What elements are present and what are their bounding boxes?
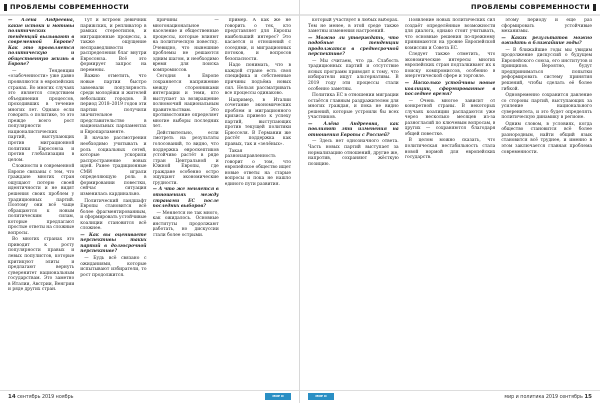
right-section-title: ПРОБЛЕМЫ СОВРЕМЕННОСТИ (470, 3, 590, 11)
right-page (300, 0, 600, 403)
text-column (8, 18, 74, 389)
text-column (405, 18, 496, 389)
article-paragraph: — Здесь нет однозначного ответа. Часть новых партий выступает за нормализацию отношений, другие же, напротив, сохраняют жёсткую позицию. (308, 139, 399, 167)
article-paragraph: этому периоду и ещё раз сформировать устойчивые механизмы. (501, 18, 593, 35)
text-column (80, 18, 146, 389)
article-paragraph: Во многих странах это приводит к росту популярности правых и левых популистов, которые критикуют элиты и предлагают вернуть суверенитет национальным государствам. Это заметно в Италии, Австрии, Венгрии и ряде других стран. (8, 237, 75, 293)
right-text-columns (308, 18, 592, 389)
article-paragraph: Тут и встроен девичник парижских, и репливатор в рамках стереотипов, и миграционные процессы, а также ощущение несправедливости распределения благ внутри Евросоюза. Всё это формирует запрос на перемены. (80, 18, 147, 73)
article-paragraph: — Мы считаем, что да. Слабость традиционных партий и отсутствие ясных программ приводят к тому, что избиратели ищут альтернативы. В 2019 году эти процессы стали особенно заметны. (308, 58, 399, 92)
article-paragraph: Одновременно сохранится давление со стороны партий, выступающих за усиление национального суверенитета, и это будет определять политическую динамику в регионе. (501, 93, 593, 121)
article-paragraph: Важно отметить, что новые партии быстро завоевали популярность среди молодёжи и жителей небольших городов. В период 2018–2019 годов эти партии получили значительное представительство в национальных парламентах и Европарламенте. (80, 74, 147, 135)
text-column (308, 18, 399, 389)
article-paragraph: Политический ландшафт Европы становится всё более фрагментированным, и сформировать устойчивые коалиции становится всё сложнее. (80, 198, 147, 232)
left-section-title: ПРОБЛЕМЫ СОВРЕМЕННОСТИ (10, 3, 130, 11)
interview-question: — А что же меняется в отношениях между странами ЕС после последних выборов? (152, 187, 219, 210)
left-footer (0, 390, 299, 403)
text-column (501, 18, 592, 389)
article-paragraph: Действительно, если смотреть на результаты голосований, то видно, что поддержка евроскептиков устойчиво растёт в ряде стран Центральной и Южной Европы, где граждане особенно остро ощущают экономические трудности. (152, 130, 219, 186)
magazine-logo: МИР И ПОЛИТИКА (265, 393, 291, 400)
article-paragraph: Сложности в современной Европе связаны с тем, что граждане многих стран ощущают потерю своей идентичности и не видят решения своих проблем у традиционных партий. Поэтому они всё чаще обращаются к новым политическим силам, которые предлагают простые ответы на сложные вопросы. (8, 164, 75, 236)
section-marker-icon (4, 4, 7, 11)
interview-question: — Можно ли утверждать, что подобные тенденции продолжатся в среднесрочной перспективе? (308, 35, 399, 58)
interview-question: — Насколько устойчивы новые коалиции, сформированные в последнее время? (404, 81, 496, 98)
article-paragraph: В начале рассмотрения необходимо учитывать и роль социальных сетей, которые ускорили распространение новых идей. Ранее традиционные СМИ играли определяющую роль в формировании повестки, сейчас ситуация изменилась кардинально. (80, 136, 147, 197)
text-column (225, 18, 291, 389)
article-paragraph: — Очень многое зависит от конкретной страны. В некоторых случаях коалиции распадаются уже через несколько месяцев из-за разногласий по ключевым вопросам, в других — сохраняются благодаря общей повестке. (404, 98, 496, 137)
article-paragraph: — Тенденции «озабоченности» уже давно проявляются в европейских странах. Во многих случаях это является следствием объединения процессов, проходивших в течение многих лет. Однако если говорить о политике, то это прежде всего рост популярности националистических партий, выступающих против миграционной политики Евросоюза и против глобализации в целом. (8, 68, 75, 163)
section-marker-icon (593, 4, 596, 11)
right-section-header (300, 0, 600, 16)
left-text-columns (8, 18, 291, 389)
article-paragraph: — Меняется не так много, как ожидалось. Основные институты продолжают работать, но дискуссии стали более острыми. (152, 210, 219, 238)
article-paragraph: Политика ЕС в отношении миграции остаётся главным раздражителем для многих граждан, и пока не видно решений, которые устроили бы всех участников. (308, 93, 399, 121)
article-paragraph: который участвует в любых выборах. Тем не менее, в этой среде также заметны изменения настроений. (308, 18, 399, 35)
article-paragraph: В целом можно сказать, что политическая нестабильность стала новой нормой для европейских государств. (404, 138, 496, 161)
article-paragraph: Такая разнонаправленность говорит о том, что европейское общество ищет новые ответы на старые вопросы и пока не нашло единого пути развития. (224, 148, 291, 187)
left-page-number: 14 (8, 394, 16, 400)
article-paragraph: причины — многонациональное население и общественные процессы, которые влияют на политическую повестку. Очевидно, что нынешние проблемы не решаются одним шагом, и необходимо время для поиска компромиссов. (152, 18, 219, 73)
article-paragraph: Надо понимать, что в каждой стране есть своя специфика и собственные причины подъёма новых сил. Нельзя рассматривать все процессы одинаково. (224, 63, 291, 97)
interview-question: — Алёна Андреевна, какие истоки и мотивы политических тенденций вызывают в современной Европе? Как это проявляется политическую и общественную жизнь в Европе? (8, 18, 75, 68)
interview-question: — Алёна Андреевна, как повлияют эти изменения на отношения Европы с Россией? (308, 121, 399, 138)
article-paragraph: — Будь всё связано с ожиданиями, которые испытывают избиратели, то рост продолжится. (80, 255, 147, 278)
interview-question: — Как вы оцениваете перспективы таких партий в долгосрочной перспективе? (80, 232, 147, 255)
right-footer (300, 390, 600, 403)
article-paragraph: Появление новых политических сил создаёт определённые возможности для диалога, однако стоит учитывать, что основные решения по-прежнему принимаются на уровне Европейской комиссии и Совета ЕС. (404, 18, 496, 51)
left-page (0, 0, 300, 403)
article-paragraph: — В ближайшие годы мы увидим продолжение дискуссий о будущем Европейского союза, его институтов и принципов. Вероятно, будут предприниматься попытки реформировать систему принятия решений, чтобы сделать её более гибкой. (501, 47, 593, 92)
text-column (153, 18, 219, 389)
article-paragraph: Например, в Италии сочетание экономических проблем и миграционного кризиса привело к успеху партий, выступающих против текущей политики Брюсселя. В Германии же растёт поддержка как правых, так и «зелёных». (224, 97, 291, 148)
left-footer-text: сентябрь 2019 ноябрь (17, 395, 74, 400)
magazine-logo: МИР И ПОЛИТИКА (308, 393, 334, 400)
left-section-header (0, 0, 299, 16)
article-paragraph: Одним словом, в условиях, когда общество становится всё более разнородным, найти общий язык становится всё труднее, и именно в этом заключается главная проблема современности. (501, 121, 593, 155)
article-paragraph: Сегодня в Европе сохраняется напряжение между сторонниками интеграции и теми, кто выступает за возвращение полномочий национальным правительствам. Это противостояние определяет многие выборы последних лет. (152, 74, 219, 130)
article-paragraph: пример. А как же не говорить о тех, кто представляет для Европы наибольший интерес? Это касается и отношений с соседями, и миграционных потоков, и вопросов безопасности. (224, 18, 291, 62)
article-paragraph: Следует также отметить, что экономические интересы многих европейских стран подталкивают их к поиску компромиссов, особенно в энергетической сфере и торговле. (404, 52, 496, 80)
interview-question: — Каких результатов можно ожидать в ближайшие годы? (501, 35, 593, 47)
right-page-number: 15 (584, 394, 592, 400)
right-footer-text: мир и политика 2019 сентябрь (504, 395, 583, 400)
